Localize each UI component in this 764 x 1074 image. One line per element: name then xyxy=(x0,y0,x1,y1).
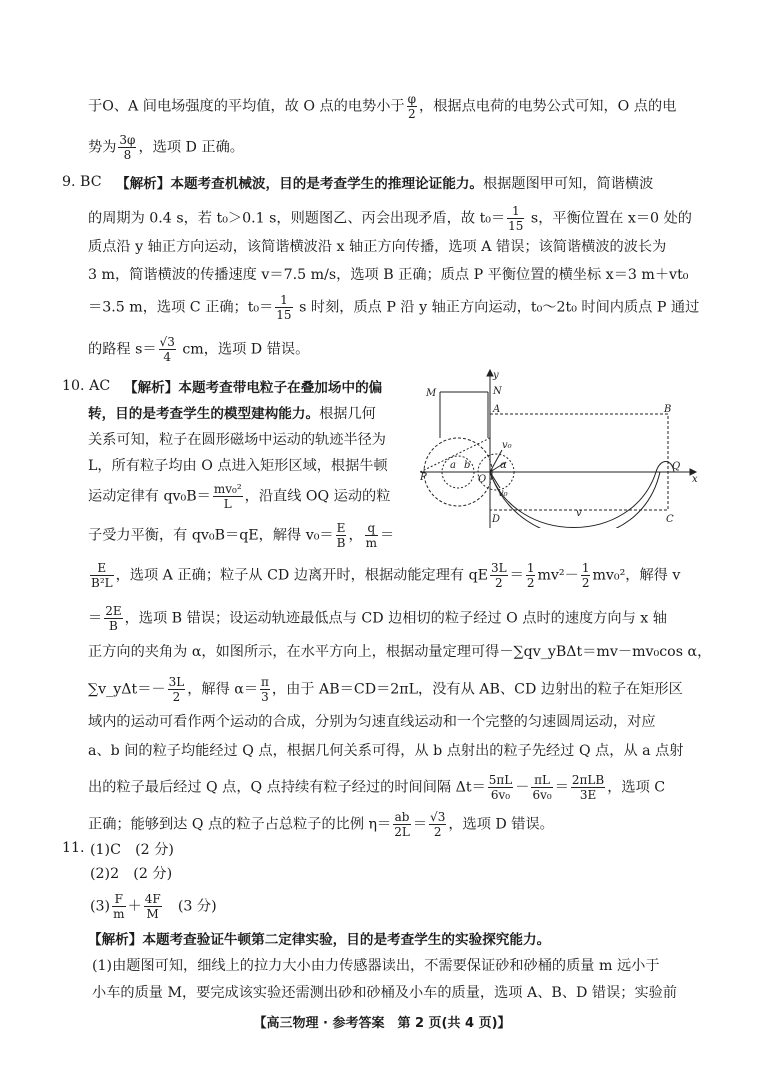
particle-trajectory-figure xyxy=(420,368,702,528)
denominator: 2 xyxy=(495,576,503,590)
numerator: mv₀² xyxy=(213,482,242,496)
label-C: C xyxy=(666,514,674,525)
label-P: P xyxy=(420,472,427,483)
analysis-heading: 【解析】本题考查带电粒子在叠加场中的偏 xyxy=(124,380,383,396)
fraction xyxy=(112,893,125,920)
numerator: √3 xyxy=(430,810,446,824)
text: mv²－ xyxy=(537,567,579,584)
denominator: M xyxy=(146,907,159,921)
denominator: m xyxy=(113,907,125,921)
text-line xyxy=(88,294,699,321)
fraction xyxy=(336,522,347,549)
label-M: M xyxy=(426,388,437,399)
text-line xyxy=(88,605,667,632)
text: ，解得 α＝ xyxy=(187,681,259,698)
text: ，选项 A 正确；粒子从 CD 边离开时，根据动能定理有 qE xyxy=(115,567,489,584)
numerator: πL xyxy=(531,774,552,788)
text-line xyxy=(88,93,676,120)
text-line xyxy=(88,205,692,232)
fraction xyxy=(393,811,411,838)
fraction xyxy=(407,93,417,120)
label-B: B xyxy=(664,404,672,415)
label-a: a xyxy=(450,460,456,471)
fraction xyxy=(571,774,605,801)
text: 势为 xyxy=(88,139,117,156)
denominator: 6v₀ xyxy=(490,788,511,802)
text: ，选项 D 错误。 xyxy=(448,816,554,833)
denominator: B²L xyxy=(91,576,113,590)
numerator: 2πLB xyxy=(571,773,605,787)
text: ＝ xyxy=(554,779,569,796)
text: 于O、A 间电场强度的平均值，故 O 点的电势小于 xyxy=(88,98,405,115)
denominator: 3E xyxy=(579,788,597,802)
numerator: 1 xyxy=(507,205,524,219)
numerator: 1 xyxy=(275,294,292,308)
numerator: E xyxy=(90,562,114,576)
numerator: F xyxy=(112,893,125,907)
numerator: 2E xyxy=(105,604,122,618)
text: ，选项 C xyxy=(607,779,666,796)
text: ，选项 D 正确。 xyxy=(138,139,244,156)
text: ，根据点电荷的电势公式可知，O 点的电 xyxy=(419,98,677,115)
fraction xyxy=(90,562,114,589)
fraction xyxy=(275,294,292,321)
text: s，平衡位置在 x＝0 处的 xyxy=(526,210,692,227)
question-number: 11. xyxy=(62,840,85,856)
page-footer: 【高三物理 · 参考答案 第 2 页(共 4 页)】 xyxy=(253,1016,511,1031)
text: 的周期为 0.4 s，若 t₀＞0.1 s，则题图乙、丙会出现矛盾，故 t₀＝ xyxy=(88,210,506,227)
fraction xyxy=(144,893,162,920)
text: 的路程 s＝ xyxy=(88,341,157,358)
fraction xyxy=(488,774,514,801)
text: 出的粒子最后经过 Q 点，Q 点持续有粒子经过的时间间隔 Δt＝ xyxy=(88,779,486,796)
numerator: q xyxy=(365,522,378,536)
answer-line xyxy=(90,893,217,920)
text: ＝ xyxy=(509,567,524,584)
text-line xyxy=(124,378,382,398)
numerator: 3φ xyxy=(119,133,136,147)
numerator: π xyxy=(261,675,269,689)
denominator: 15 xyxy=(276,308,292,322)
denominator: 2 xyxy=(526,576,535,590)
text: mv₀²，解得 v xyxy=(592,567,681,584)
fraction xyxy=(507,205,524,232)
numerator: ab xyxy=(394,810,410,824)
text-line xyxy=(88,774,665,801)
text: cm，选项 D 错误。 xyxy=(177,341,310,358)
label-Q: Q xyxy=(672,461,681,472)
answer-line: (1)C (2 分) xyxy=(90,842,174,858)
fraction xyxy=(118,134,136,161)
text-line xyxy=(116,174,653,194)
fraction xyxy=(490,562,508,589)
denominator: 15 xyxy=(508,219,524,233)
text-line xyxy=(88,930,550,950)
fraction xyxy=(365,522,378,549)
trajectory-a xyxy=(490,472,660,528)
answer-line: (2)2 (2 分) xyxy=(90,866,173,882)
denominator: 3 xyxy=(261,690,269,704)
numerator: 3L xyxy=(491,561,507,575)
text: 子受力平衡，有 qv₀B＝qE，解得 v₀＝ xyxy=(88,527,334,544)
text: 运动定律有 qv₀B＝ xyxy=(88,488,211,505)
denominator: L xyxy=(223,497,232,511)
denominator: m xyxy=(365,536,378,550)
denominator: 2L xyxy=(394,825,410,839)
text: 正确；能够到达 Q 点的粒子占总粒子的比例 η＝ xyxy=(88,816,392,833)
denominator: 2 xyxy=(172,690,181,704)
text-line: 质点沿 y 轴正方向运动，该简谐横波沿 x 轴正方向传播，选项 A 错误；该简谐横波的波长为 xyxy=(88,239,667,255)
text-line: L，所有粒子均由 O 点进入矩形区域，根据牛顿 xyxy=(88,458,388,474)
label-v: v xyxy=(576,508,582,519)
fraction xyxy=(581,562,591,589)
text-line: 3 m，简谐横波的传播速度 v＝7.5 m/s，选项 B 正确；质点 P 平衡位置的横坐标 x＝3 m＋vt₀ xyxy=(88,267,689,283)
text-line: 关系可知，粒子在圆形磁场中运动的轨迹半径为 xyxy=(88,432,386,448)
text: ，由于 AB＝CD＝2πL，没有从 AB、CD 边射出的粒子在矩形区 xyxy=(271,681,683,698)
label-O: O xyxy=(478,474,487,485)
text-line xyxy=(88,134,244,161)
denominator: 8 xyxy=(123,148,132,162)
numerator: 3L xyxy=(168,675,185,689)
fraction xyxy=(531,774,552,801)
denominator: 2 xyxy=(433,825,442,839)
text: 根据几何 xyxy=(319,406,376,422)
label-N: N xyxy=(493,386,502,397)
text: (3) xyxy=(90,898,111,915)
text: ，沿直线 OQ 运动的粒 xyxy=(244,488,391,505)
fraction xyxy=(168,676,186,703)
text: s 时刻，质点 P 沿 y 轴正方向运动，t₀～2t₀ 时间内质点 P 通过 xyxy=(294,299,700,316)
text: ∑v_yΔt＝－ xyxy=(88,681,166,698)
text: ，选项 B 错误；设运动轨迹最低点与 CD 边相切的粒子经过 O 点时的速度方向与 x 轴 xyxy=(124,610,667,627)
text-line: 小车的质量 M，要完成该实验还需测出砂和砂桶及小车的质量，选项 A、B、D 错误；实验前 xyxy=(92,985,678,1001)
numerator: E xyxy=(336,521,346,535)
text: ＝ xyxy=(412,816,428,833)
fraction xyxy=(213,483,243,510)
text-line: (1)由题图可知，细线上的拉力大小由力传感器读出，不需要保证砂和砂桶的质量 m 远小于 xyxy=(92,958,660,974)
label-v0-lower: v₀ xyxy=(498,488,508,499)
label-A: A xyxy=(493,404,501,415)
text-line: 域内的运动可看作两个运动的合成，分别为匀速直线运动和一个完整的匀速圆周运动，对应 xyxy=(88,714,656,730)
fraction xyxy=(260,676,270,703)
denominator: 6v₀ xyxy=(532,788,552,802)
label-alpha: α xyxy=(500,460,507,471)
label-b: b xyxy=(464,460,471,471)
text: ， xyxy=(348,527,363,544)
numerator: √3 xyxy=(159,335,175,349)
label-D: D xyxy=(492,514,501,525)
text: 根据题图甲可知，简谐横波 xyxy=(483,176,654,192)
denominator: 2 xyxy=(581,576,590,590)
text: (3 分) xyxy=(163,898,217,915)
label-y: y xyxy=(493,370,499,381)
text: ＝3.5 m，选项 C 正确；t₀＝ xyxy=(88,299,274,316)
text-line: 正方向的夹角为 α，如图所示，在水平方向上，根据动量定理可得－∑qv_yBΔt＝mv－mv₀cos α， xyxy=(88,644,712,660)
numerator: 1 xyxy=(581,561,590,575)
label-x: x xyxy=(692,474,698,485)
text-line xyxy=(88,336,309,363)
fraction xyxy=(159,336,176,363)
numerator: φ xyxy=(407,92,417,106)
text: ＝ xyxy=(380,527,395,544)
fraction xyxy=(526,562,536,589)
numerator: 4F xyxy=(144,892,161,906)
numerator: 1 xyxy=(526,561,535,575)
fraction xyxy=(104,605,122,632)
text-line: a、b 间的粒子均能经过 Q 点，根据几何关系可得，从 b 点射出的粒子先经过 Q 点，从 a 点射 xyxy=(88,743,684,759)
rectangle-region xyxy=(490,414,668,510)
text-line xyxy=(88,676,683,703)
question-number: 9. BC xyxy=(62,174,102,190)
denominator: B xyxy=(108,619,118,633)
text: ＝ xyxy=(88,610,103,627)
denominator: 2 xyxy=(407,107,416,121)
fraction xyxy=(429,811,446,838)
analysis-heading: 转，目的是考查学生的模型建构能力。 xyxy=(88,406,320,422)
label-v0-upper: v₀ xyxy=(502,440,512,451)
text-line xyxy=(88,522,394,549)
denominator: 4 xyxy=(163,350,171,364)
numerator: 5πL xyxy=(488,773,513,787)
text-line xyxy=(88,811,554,838)
question-number: 10. AC xyxy=(62,378,111,394)
text: － xyxy=(515,779,530,796)
text: ＋ xyxy=(127,898,142,915)
analysis-heading: 【解析】本题考查验证牛顿第二定律实验，目的是考查学生的实验探究能力。 xyxy=(88,932,551,948)
text-line xyxy=(88,562,680,589)
text-line xyxy=(88,404,376,424)
text-line xyxy=(88,483,390,510)
analysis-heading: 【解析】本题考查机械波，目的是考查学生的推理论证能力。 xyxy=(116,176,484,192)
denominator: B xyxy=(336,536,346,550)
